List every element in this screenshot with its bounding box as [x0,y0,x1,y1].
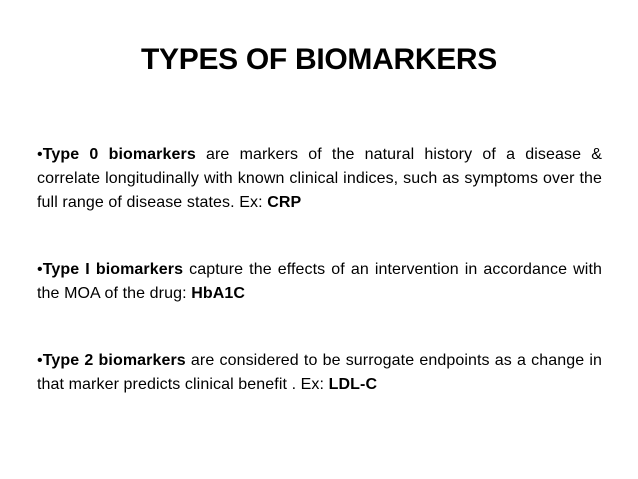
bullet-text: are considered to be surrogate endpoints as a change in that marker predicts clinical benefit . Ex: [37,352,602,393]
bullet-example: HbA1C [191,285,246,302]
bullet-marker: • [37,146,43,163]
bullet-example: CRP [267,194,302,211]
bullet-text: are markers of the natural history of a disease & correlate longitudinally with known clinical indices, such as symptoms over the full range of disease states. Ex: [37,146,602,211]
bullet-term: Type I biomarkers [42,261,184,278]
bullet-term: Type 2 biomarkers [42,352,186,369]
bullet-paragraph-type-2 [37,349,602,397]
bullet-marker: • [37,261,43,278]
bullet-marker: • [37,352,43,369]
slide-title: TYPES OF BIOMARKERS [141,43,497,76]
bullet-paragraph-type-1 [37,258,602,306]
bullet-example: LDL-C [328,376,378,393]
bullet-term: Type 0 biomarkers [42,146,196,163]
bullet-paragraph-type-0 [37,143,602,215]
bullet-text: capture the effects of an intervention in accordance with the MOA of the drug: [37,261,602,302]
